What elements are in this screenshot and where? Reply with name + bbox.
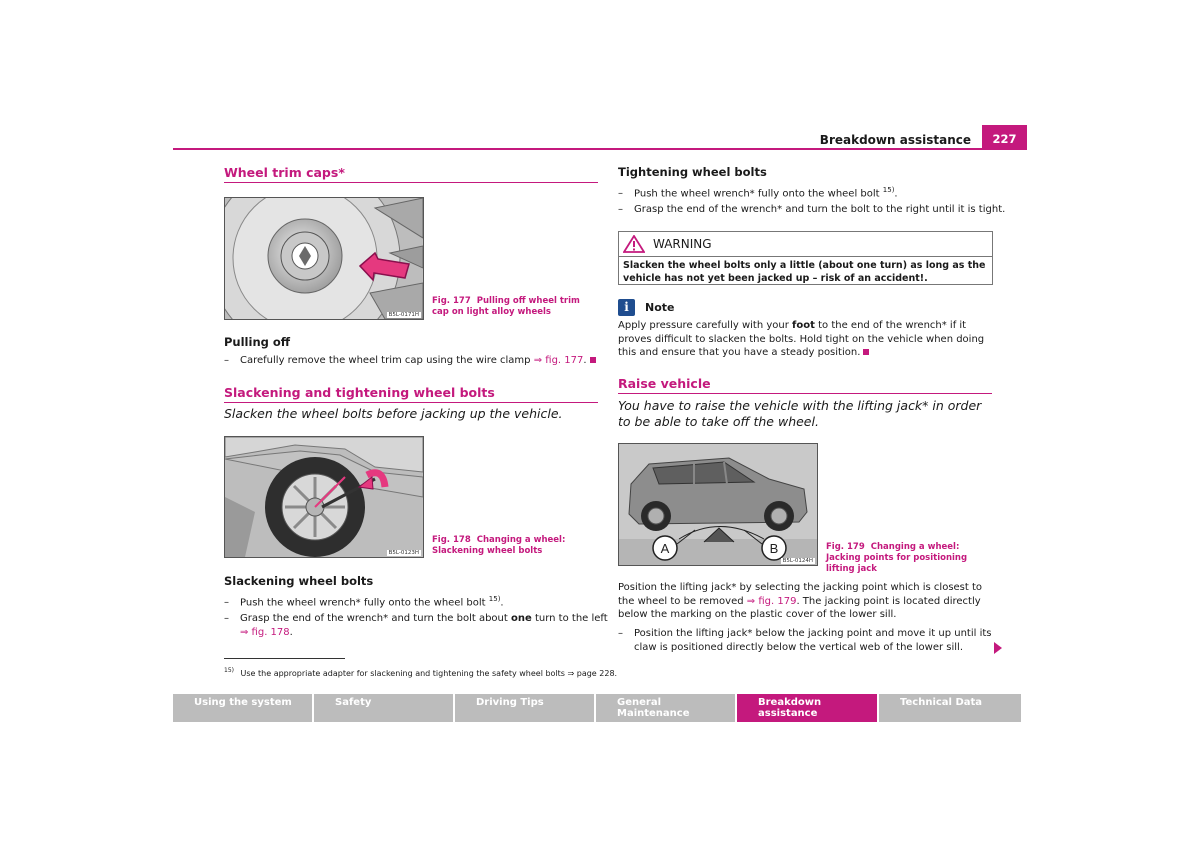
list-item: – Push the wheel wrench* fully onto the wheel bolt $^{15)}$. <box>618 186 898 200</box>
figure-code: B5L-0123H <box>388 550 419 556</box>
end-marker-icon <box>590 357 596 363</box>
figure-179-caption <box>826 542 986 575</box>
header-rule <box>173 148 1027 150</box>
note-title: Note <box>645 301 675 314</box>
figure-number: Fig. 178 <box>432 535 471 545</box>
list-item: – Position the lifting jack* below the jacking point and move it up until its claw is positioned directly below the vertical web of the lower sill. <box>618 628 992 653</box>
warning-text: Slacken the wheel bolts only a little (about one turn) as long as the vehicle has not yet been jacked up – risk of an accident!. <box>623 260 986 284</box>
tab-driving-tips[interactable]: Driving Tips <box>455 694 594 722</box>
list-item: – Push the wheel wrench* fully onto the wheel bolt $^{15)}$. <box>224 595 504 609</box>
jacking-point-a-label: A <box>660 541 670 556</box>
tab-using-the-system[interactable]: Using the system <box>173 694 312 722</box>
end-marker-icon <box>863 349 869 355</box>
figure-178-link[interactable]: ⇒ fig. 178 <box>240 627 290 638</box>
raise-vehicle-heading: Raise vehicle <box>618 376 992 394</box>
figure-178-caption <box>432 535 597 557</box>
wheel-trim-illustration <box>225 198 423 319</box>
note-text-part: to the end of the wrench* if it proves difficult to slacken the bolts. Hold tight on the vehicle when doing this and ensure that you have a steady position. <box>618 320 985 358</box>
figure-177-wheel-trim <box>224 197 424 320</box>
slackening-illustration <box>225 437 423 557</box>
figure-number: Fig. 179 <box>826 542 865 552</box>
step-text: Position the lifting jack* below the jacking point and move it up until its claw is positioned directly below the vertical web of the lower sill. <box>634 628 992 653</box>
next-page-arrow-icon[interactable] <box>994 642 1002 654</box>
tab-breakdown-assistance[interactable]: Breakdown assistance <box>737 694 877 722</box>
chapter-tabs <box>173 694 1027 722</box>
list-item: – Grasp the end of the wrench* and turn the bolt about one turn to the left ⇒ fig. 178. <box>224 613 608 638</box>
step-text: Carefully remove the wheel trim cap using the wire clamp <box>240 355 531 366</box>
pulling-off-title: Pulling off <box>224 335 291 349</box>
footnote-text: Use the appropriate adapter for slackening and tightening the safety wheel bolts ⇒ page 228. <box>240 668 618 678</box>
step-text: turn to the left <box>534 613 608 624</box>
tab-technical-data[interactable]: Technical Data <box>879 694 1021 722</box>
note-header <box>618 299 674 316</box>
footnote-ref: 15) <box>882 186 895 194</box>
list-item: – Carefully remove the wheel trim cap using the wire clamp ⇒ fig. 177. <box>224 354 614 368</box>
note-emphasis: foot <box>792 320 815 331</box>
step-emphasis: one <box>511 613 532 624</box>
figure-number: Fig. 177 <box>432 296 471 306</box>
footnote-rule <box>224 658 345 659</box>
running-header-title: Breakdown assistance <box>819 133 971 147</box>
jacking-points-illustration <box>619 444 817 565</box>
list-item: – Grasp the end of the wrench* and turn the bolt to the right until it is tight. <box>618 204 1006 215</box>
step-text: Grasp the end of the wrench* and turn the bolt to the right until it is tight. <box>634 204 1006 215</box>
step-text: Grasp the end of the wrench* and turn the bolt about <box>240 613 508 624</box>
slackening-sub-title: Slackening wheel bolts <box>224 574 374 588</box>
info-icon: i <box>618 299 635 316</box>
footnote <box>224 667 617 678</box>
raise-vehicle-paragraph <box>618 581 996 622</box>
jacking-point-b-label: B <box>769 541 779 556</box>
figure-178-wheel-bolts <box>224 436 424 558</box>
note-text <box>618 319 992 360</box>
paragraph-text: Position the lifting jack* by selecting the jacking point which is closest to the wheel to be removed <box>618 582 983 607</box>
figure-caption-text: Changing a wheel: Jacking points for positioning lifting jack <box>826 542 968 574</box>
footnote-marker: 15) <box>224 667 234 674</box>
slackening-lead: Slacken the wheel bolts before jacking up the vehicle. <box>224 406 563 421</box>
wheel-trim-heading: Wheel trim caps* <box>224 165 598 183</box>
paragraph-text: . The jacking point is located directly below the marking on the plastic cover of the lower sill. <box>618 595 981 620</box>
figure-177-link[interactable]: ⇒ fig. 177 <box>533 355 584 366</box>
figure-177-caption <box>432 296 592 318</box>
warning-header <box>619 232 992 257</box>
note-text-part: Apply pressure carefully with your <box>618 320 789 331</box>
footnote-ref: 15) <box>488 595 501 603</box>
tab-safety[interactable]: Safety <box>314 694 453 722</box>
step-text: Push the wheel wrench* fully onto the wheel bolt <box>240 597 486 609</box>
figure-179-link[interactable]: ⇒ fig. 179 <box>746 595 797 607</box>
tab-general-maintenance[interactable]: General Maintenance <box>596 694 735 722</box>
figure-code: B5L-0171H <box>388 312 419 318</box>
slackening-heading: Slackening and tightening wheel bolts <box>224 385 598 403</box>
warning-title: WARNING <box>653 237 712 251</box>
tightening-title: Tightening wheel bolts <box>618 165 767 179</box>
figure-code: B5L-0124H <box>782 558 813 564</box>
figure-caption-text: Pulling off wheel trim cap on light alloy wheels <box>432 296 580 317</box>
figure-caption-text: Changing a wheel: Slackening wheel bolts <box>432 535 566 556</box>
warning-box <box>618 231 993 285</box>
warning-triangle-icon <box>623 235 645 253</box>
raise-vehicle-lead: You have to raise the vehicle with the lifting jack* in order to be able to take off the wheel. <box>618 398 982 429</box>
figure-179-jacking-points <box>618 443 818 566</box>
step-text: Push the wheel wrench* fully onto the wheel bolt <box>634 188 880 200</box>
page-number: 227 <box>982 125 1027 149</box>
